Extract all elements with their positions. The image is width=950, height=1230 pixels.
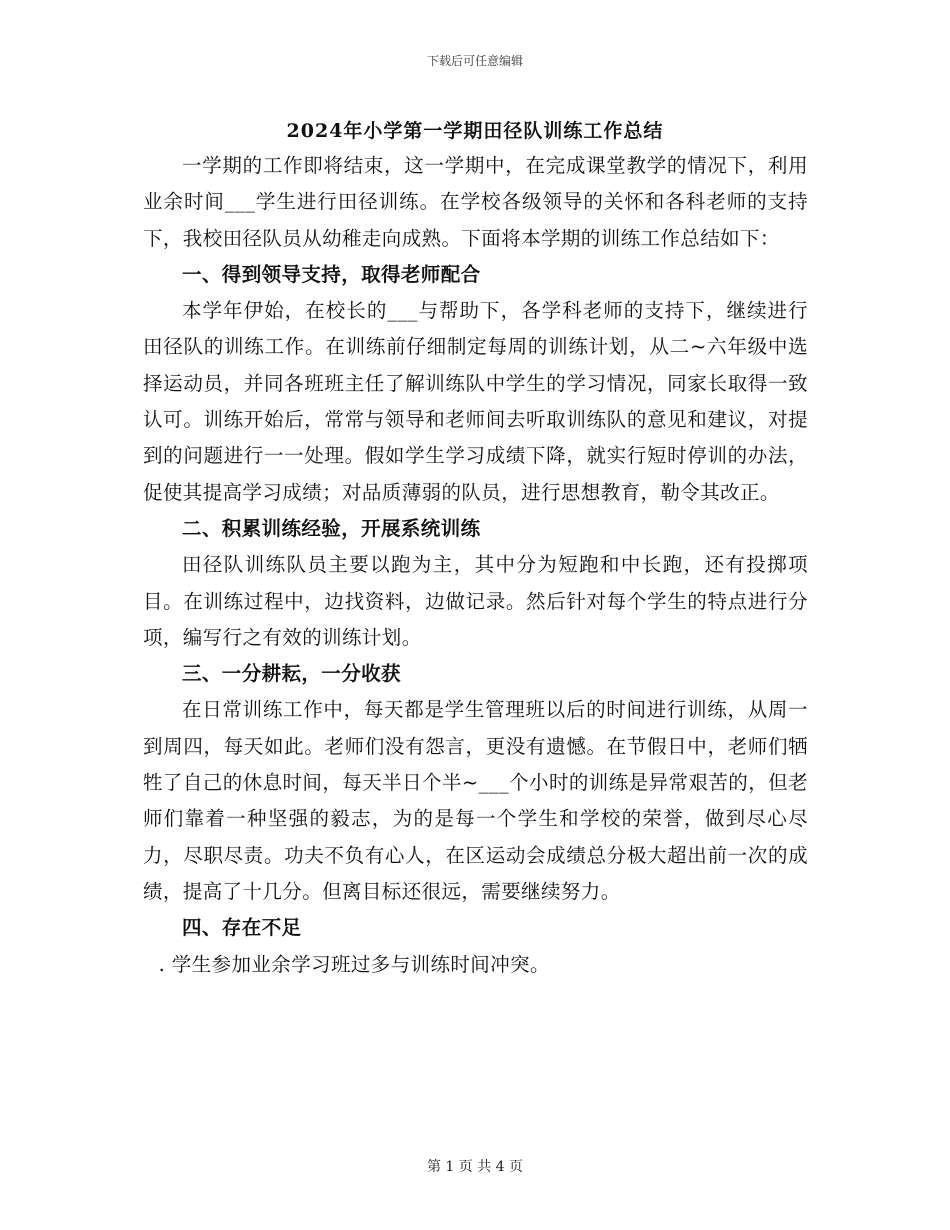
intro-paragraph: 一学期的工作即将结束，这一学期中，在完成课堂教学的情况下，利用业余时间___学生进行田径训练。在学校各级领导的关怀和各科老师的支持下，我校田径队员从幼稚走向成熟。下面将本学期的训练工作总结如下： — [143, 154, 808, 250]
section-body-3: 在日常训练工作中，每天都是学生管理班以后的时间进行训练，从周一到周四，每天如此。老师们没有怨言，更没有遗憾。在节假日中，老师们牺牲了自己的休息时间，每天半日个半~___个小时的训练是异常艰苦的，但老师们靠着一种坚强的毅志，为的是每一个学生和学校的荣誉，做到尽心尽力，尽职尽责。功夫不负有心人，在区运动会成绩总分极大超出前一次的成绩，提高了十几分。但离目标还很远，需要继续努力。 — [143, 698, 808, 903]
section-heading-3: 三、一分耕耘，一分收获 — [182, 662, 401, 686]
section-heading-4: 四、存在不足 — [182, 916, 302, 940]
section-heading-2: 二、积累训练经验，开展系统训练 — [182, 516, 481, 540]
section-body-2: 田径队训练队员主要以跑为主，其中分为短跑和中长跑，还有投掷项目。在训练过程中，边找资料，边做记录。然后针对每个学生的特点进行分项，编写行之有效的训练计划。 — [143, 553, 808, 649]
section-body-1: 本学年伊始，在校长的___与帮助下，各学科老师的支持下，继续进行田径队的训练工作。在训练前仔细制定每周的训练计划，从二~六年级中选择运动员，并同各班班主任了解训练队中学生的学习情况，同家长取得一致认可。训练开始后，常常与领导和老师间去听取训练队的意见和建议，对提到的问题进行一一处理。假如学生学习成绩下降，就实行短时停训的办法，促使其提高学习成绩；对品质薄弱的队员，进行思想教育，勒令其改正。 — [143, 299, 808, 504]
document-body — [143, 148, 808, 983]
document-title: 2024年小学第一学期田径队训练工作总结 — [286, 120, 664, 142]
page-footer: 第 1 页 共 4 页 — [426, 1159, 524, 1175]
section-heading-1: 一、得到领导支持，取得老师配合 — [182, 262, 481, 286]
page-header: 下载后可任意编辑 — [426, 54, 523, 68]
section-body-4: . 学生参加业余学习班过多与训练时间冲突。 — [158, 952, 550, 976]
